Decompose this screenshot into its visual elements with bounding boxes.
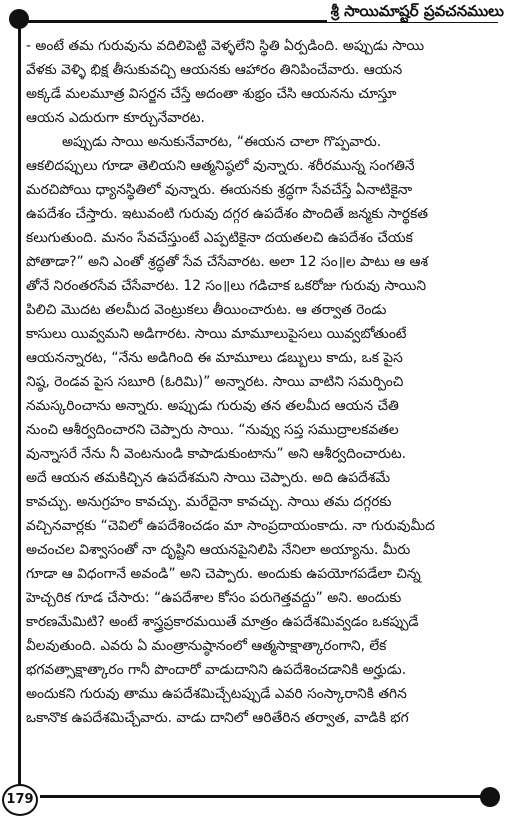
text-line: తోనే నిరంతరసేవ చేసేవారట. 12 సం॥లు గడిచాక ఒకరోజు గురువు సాయిని bbox=[26, 278, 427, 294]
text-line: అందుకని గురువు తాము ఉపదేశమిచ్చేటప్పుడే ఎవరి సంస్కారానికి తగిన bbox=[26, 686, 407, 702]
text-line: వచ్చినవార్లకు “చెవిలో ఉపదేశించడం మా సాంప్రదాయంకాదు. నా గురువుమీద bbox=[26, 518, 435, 534]
text-line: కావచ్చు. అనుగ్రహం కావచ్చు. మరేదైనా కావచ్చు. సాయి తమ దగ్గరకు bbox=[26, 494, 392, 510]
body-text bbox=[26, 34, 504, 730]
text-line: ఆయన ఎదురుగా కూర్చునేవారట. bbox=[26, 110, 205, 126]
text-line: భగవత్సాక్షాత్కారం గానీ పొందారో వాడుదానిని ఉపదేశించడానికి అర్హుడు. bbox=[26, 662, 407, 678]
text-line: వేళకు వెళ్ళి భిక్ష తీసుకువచ్చి ఆయనకు ఆహారం తినిపించేవారు. ఆయన bbox=[26, 62, 403, 78]
text-line: అచంచల విశ్వాసంతో నా దృష్టిని ఆయనపైనిలిపి నేనిలా అయ్యాను. మీరు bbox=[26, 542, 411, 558]
text-line: హెచ్చరిక గూడ చేసారు: “ఉపదేశాల కోసం పరుగెత్తవద్దు” అని. అందుకు bbox=[26, 590, 402, 606]
text-line: నుంచి ఆశీర్వదించారని చెప్పారు సాయి. “నువ్వు సప్త సముద్రాలకవతల bbox=[26, 422, 399, 438]
text-line: కలుగుతుంది. మనం సేవచేస్తుంటే ఎప్పటికైనా దయతలచి ఉపదేశం చేయక bbox=[26, 230, 413, 246]
running-title: శ్రీ సాయిమాష్టర్ ప్రవచనములు bbox=[327, 0, 508, 22]
text-line: ఆకలిదప్పులు గూడా తెలియని ఆత్మనిష్ఠలో వున్నారు. శరీరమున్న సంగతినే bbox=[26, 158, 415, 174]
text-line: నమస్కరించాను అన్నారు. అప్పుడు గురువు తన తలమీద ఆయన చేతి bbox=[26, 398, 399, 414]
footer-rule bbox=[40, 795, 490, 798]
page-number: 179 bbox=[2, 784, 38, 816]
text-line: నిష్ఠ, రెండవ పైస సబూరి (ఓరిమి)” అన్నారట. సాయి వాటిని సమర్పించి bbox=[26, 374, 404, 390]
text-line: ఒకానొక ఉపదేశమిచ్చేవారు. వాడు దానిలో ఆరితేరిన తర్వాత, వాడికి భగ bbox=[26, 710, 409, 726]
text-line: పోతాడా?” అని ఎంతో శ్రద్ధతో సేవ చేసేవారట. అలా 12 సం॥ల పాటు ఆ ఆశ bbox=[26, 254, 429, 270]
text-line: కాసులు యివ్వమని అడిగారట. సాయి మామూలుపైసలు యివ్వబోతుంటే bbox=[26, 326, 407, 342]
text-line: వున్నాసరే నేను నీ వెంటనుండి కాపాడుకుంటాను” అని ఆశీర్వదించారుట. bbox=[26, 446, 407, 462]
text-line: వీలవుతుంది. ఎవరు ఏ మంత్రానుష్ఠానంలో ఆత్మసాక్షాత్కారంగాని, లేక bbox=[26, 638, 387, 654]
text-line: అక్కడే మలమూత్ర విసర్జన చేస్తే అదంతా శుభ్రం చేసి ఆయనను చూస్తూ bbox=[26, 86, 397, 102]
text-line: అదే ఆయన తమకిచ్చిన ఉపదేశమని సాయి చెప్పారు. అది ఉపదేశమే bbox=[26, 470, 391, 486]
text-line: - అంటే తమ గురువును వదిలిపెట్టి వెళ్ళలేని స్థితి ఏర్పడింది. అప్పుడు సాయి bbox=[26, 38, 425, 54]
text-line: మరచిపోయి ధ్యానస్థితిలో వున్నారు. ఈయనకు శ్రద్ధగా సేవచేస్తే ఏనాటికైనా bbox=[26, 182, 413, 198]
paragraph-start-line: అప్పుడు సాయి అనుకునేవారట, “ఈయన చాలా గొప్పవారు. bbox=[62, 134, 382, 150]
text-line: పిలిచి మొదట తలమీద వెంట్రుకలు తీయించారుట. ఆ తర్వాత రెండు bbox=[26, 302, 387, 318]
text-line: గూడా ఆ విధంగానే అవండి” అని చెప్పారు. అందుకు ఉపయోగపడేలా చిన్న bbox=[26, 566, 421, 582]
text-line: కారణమేమిటి? అంటే శాస్త్రప్రకారమయితే మాత్రం ఉపదేశమివ్వడం ఒకప్పుడే bbox=[26, 614, 419, 630]
text-line: ఆయనన్నారట, “నేను అడిగింది ఈ మామూలు డబ్బులు కాదు, ఒక పైస bbox=[26, 350, 403, 366]
bottom-corner-dot bbox=[480, 787, 500, 807]
text-line: ఉపదేశం చేస్తారు. ఇటువంటి గురువు దగ్గర ఉపదేశం పొందితే జన్మకు సార్థకత bbox=[26, 206, 429, 222]
left-margin-rule bbox=[18, 22, 21, 794]
